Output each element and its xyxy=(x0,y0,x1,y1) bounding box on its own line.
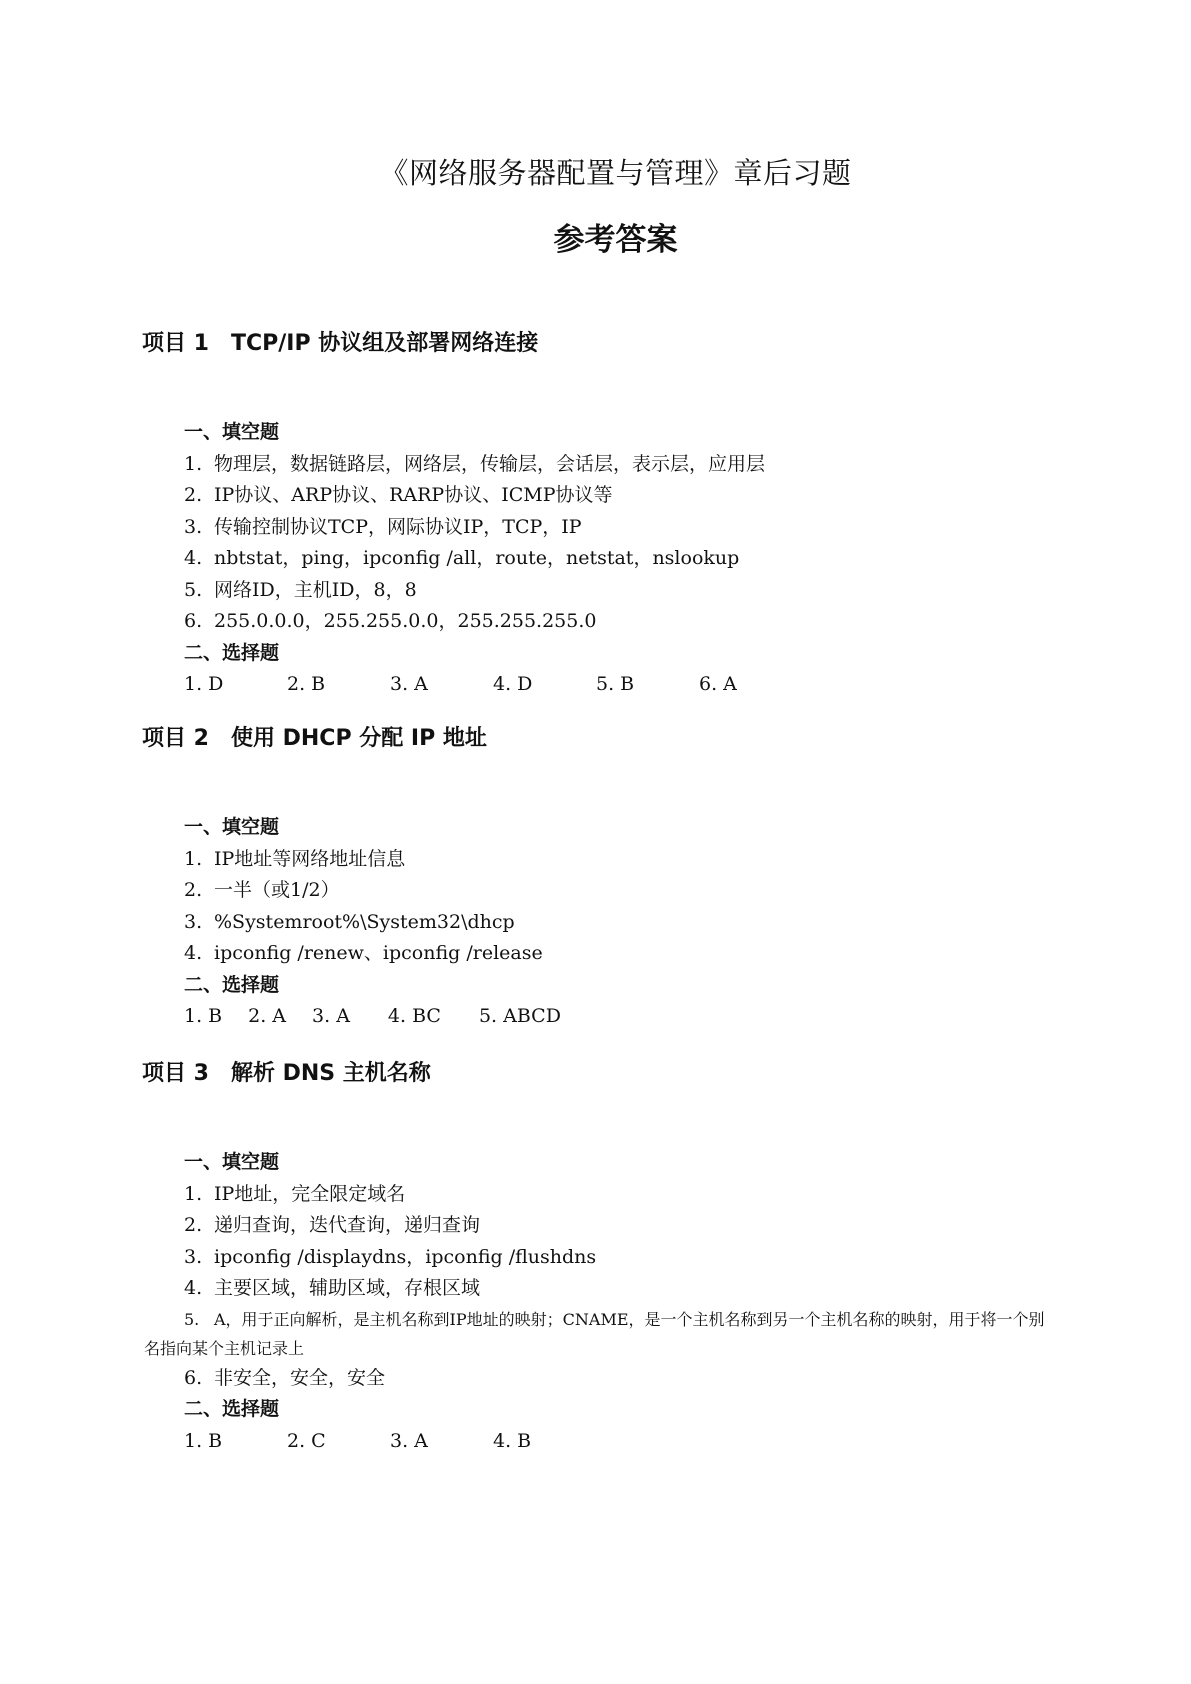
fill-heading: 一、填空题 xyxy=(184,1151,280,1173)
fill-item xyxy=(184,449,1062,481)
fill-item xyxy=(184,938,1062,970)
item-text: IP地址等网络地址信息 xyxy=(214,847,406,870)
fill-item xyxy=(184,1210,1062,1242)
choice-answers xyxy=(184,1426,1062,1458)
item-text: %Systemroot%\System32\dhcp xyxy=(214,910,515,933)
item-number: 4. xyxy=(184,547,203,569)
item-number: 2. xyxy=(184,1214,203,1236)
choice-answer: 6. A xyxy=(699,673,737,695)
fill-item xyxy=(184,1363,1062,1395)
item-text: A，用于正向解析，是主机名称到IP地址的映射；CNAME，是一个主机名称到另一个主机名称的映射，用于将一个别名指向某个主机记录上 xyxy=(144,1309,1045,1358)
answers-block xyxy=(184,812,1062,1033)
item-number: 1. xyxy=(184,847,203,870)
choice-answer: 3. A xyxy=(312,1005,350,1027)
item-number: 4. xyxy=(184,942,203,964)
choice-answer: 2. B xyxy=(287,673,326,695)
fill-item xyxy=(184,907,1062,939)
section-1 xyxy=(142,328,1062,701)
choice-answer: 5. B xyxy=(596,673,635,695)
answers-block xyxy=(144,1147,1062,1457)
item-number: 3. xyxy=(184,515,203,538)
item-text: nbtstat，ping，ipconfig /all，route，netstat，nslookup xyxy=(214,547,740,569)
item-number: 2. xyxy=(184,484,203,506)
fill-heading: 一、填空题 xyxy=(184,816,280,838)
item-number: 2. xyxy=(184,879,203,901)
section-name: 解析 DNS 主机名称 xyxy=(230,1061,431,1086)
item-text: IP地址，完全限定域名 xyxy=(214,1182,406,1205)
fill-item xyxy=(184,543,1062,575)
fill-item xyxy=(184,844,1062,876)
item-number: 1. xyxy=(184,1182,203,1205)
document-title: 《网络服务器配置与管理》章后习题 xyxy=(379,156,852,190)
choice-answer: 5. ABCD xyxy=(478,1005,561,1027)
item-text: ipconfig /displaydns，ipconfig /flushdns xyxy=(214,1245,597,1268)
fill-item xyxy=(184,1273,1062,1305)
choice-answer: 1. B xyxy=(184,1005,223,1027)
choice-answer: 2. A xyxy=(248,1005,287,1027)
item-text: ipconfig /renew、ipconfig /release xyxy=(214,942,543,964)
item-number: 5. xyxy=(184,1309,200,1329)
item-number: 4. xyxy=(184,1277,203,1299)
item-text: 一半（或1/2） xyxy=(214,879,340,901)
item-number: 6. xyxy=(184,610,203,632)
fill-item xyxy=(184,512,1062,544)
fill-item xyxy=(184,875,1062,907)
item-number: 6. xyxy=(184,1366,203,1389)
item-number: 1. xyxy=(184,452,203,475)
item-number: 3. xyxy=(184,1245,203,1268)
choice-heading: 二、选择题 xyxy=(184,973,280,996)
choice-heading: 二、选择题 xyxy=(184,1398,280,1420)
section-number: 项目 3 xyxy=(142,1061,209,1086)
choice-answer: 3. A xyxy=(390,673,428,695)
item-number: 3. xyxy=(184,910,203,933)
item-text: IP协议、ARP协议、RARP协议、ICMP协议等 xyxy=(214,484,613,506)
item-text: 网络ID，主机ID，8，8 xyxy=(214,578,417,601)
choice-answer: 4. B xyxy=(493,1429,532,1452)
item-text: 传输控制协议TCP，网际协议IP，TCP，IP xyxy=(214,515,582,538)
choice-answers xyxy=(184,669,1062,701)
item-text: 主要区域，辅助区域，存根区域 xyxy=(214,1277,481,1299)
choice-answer: 3. A xyxy=(390,1429,428,1452)
choice-heading: 二、选择题 xyxy=(184,641,280,664)
item-text: 物理层，数据链路层，网络层，传输层，会话层，表示层，应用层 xyxy=(214,452,766,475)
item-text: 递归查询，迭代查询，递归查询 xyxy=(214,1214,481,1236)
section-name: 使用 DHCP 分配 IP 地址 xyxy=(230,726,487,751)
section-number: 项目 2 xyxy=(142,726,209,751)
section-3 xyxy=(142,1058,1062,1457)
choice-answer: 4. D xyxy=(493,673,533,695)
fill-item xyxy=(184,606,1062,638)
item-text: 255.0.0.0，255.255.0.0，255.255.255.0 xyxy=(214,610,597,632)
fill-heading: 一、填空题 xyxy=(184,421,280,443)
fill-item xyxy=(184,1179,1062,1211)
section-number: 项目 1 xyxy=(142,331,209,356)
choice-answer: 1. B xyxy=(184,1429,223,1452)
document-subtitle: 参考答案 xyxy=(553,222,678,258)
choice-answer: 1. D xyxy=(184,673,224,695)
section-2 xyxy=(142,723,1062,1033)
section-title xyxy=(142,328,1062,360)
fill-item xyxy=(144,1305,1054,1363)
item-number: 5. xyxy=(184,578,203,601)
fill-item xyxy=(184,1242,1062,1274)
item-text: 非安全，安全，安全 xyxy=(214,1366,386,1389)
section-name: TCP/IP 协议组及部署网络连接 xyxy=(230,331,539,356)
choice-answer: 4. BC xyxy=(387,1005,441,1027)
fill-item xyxy=(184,480,1062,512)
fill-item xyxy=(184,575,1062,607)
section-title xyxy=(142,723,1062,755)
answers-block xyxy=(184,417,1062,701)
section-title xyxy=(142,1058,1062,1090)
choice-answers xyxy=(184,1001,1062,1033)
choice-answer: 2. C xyxy=(287,1429,326,1452)
